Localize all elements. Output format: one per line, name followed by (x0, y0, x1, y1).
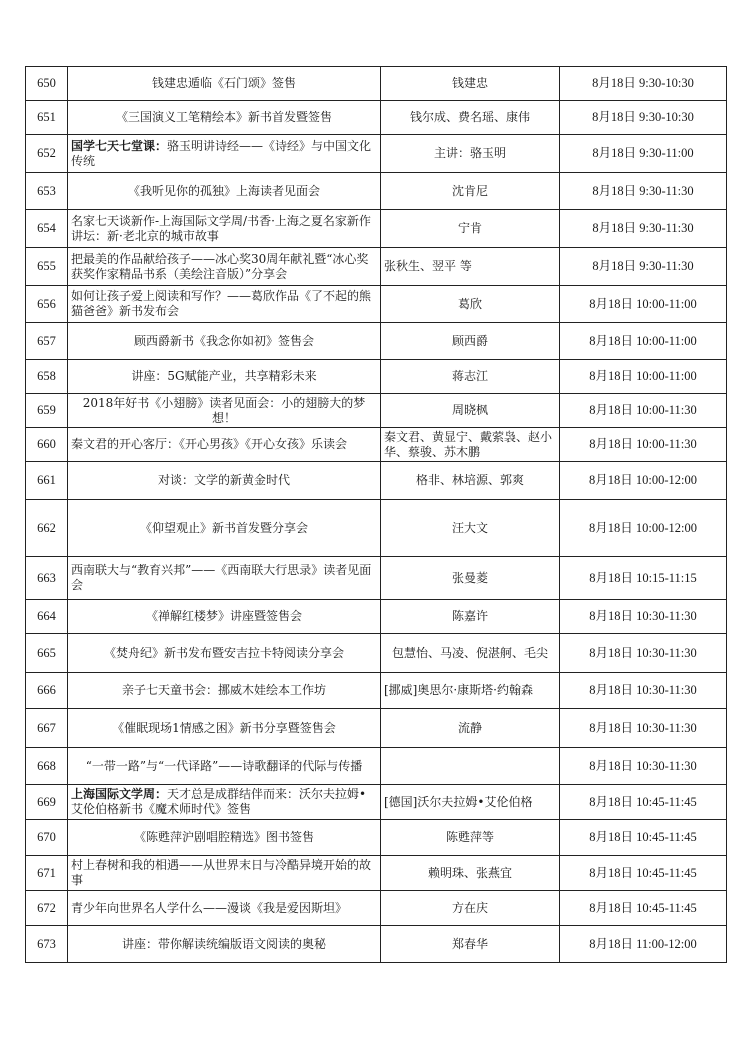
event-guest: 张曼菱 (381, 557, 560, 600)
event-guest: 蒋志江 (381, 360, 560, 394)
event-time: 8月18日 10:30-11:30 (560, 709, 727, 748)
event-guest: 主讲：骆玉明 (381, 135, 560, 173)
event-guest: 方在庆 (381, 891, 560, 926)
event-number: 654 (26, 210, 68, 248)
event-title-cell (68, 248, 381, 286)
table-row (26, 173, 727, 210)
event-guest: 秦文君、黄显宁、戴萦袅、赵小华、蔡骏、苏木鹏 (381, 428, 560, 462)
event-title-cell (68, 101, 381, 135)
event-number: 671 (26, 856, 68, 891)
table-row (26, 785, 727, 820)
event-title: 《催眠现场1情感之困》新书分享暨签售会 (112, 720, 336, 735)
event-title: 秦文君的开心客厅：《开心男孩》《开心女孩》乐读会 (71, 437, 348, 451)
event-title: 钱建忠遁临《石门颂》签售 (151, 76, 296, 90)
event-title-cell (68, 748, 381, 785)
event-number: 663 (26, 557, 68, 600)
event-title-cell (68, 709, 381, 748)
event-title: 《我听见你的孤独》上海读者见面会 (127, 183, 320, 198)
event-title: 《仰望观止》新书首发暨分享会 (139, 520, 308, 535)
event-title-cell (68, 634, 381, 673)
event-time: 8月18日 10:00-11:00 (560, 360, 727, 394)
event-time: 8月18日 10:00-11:30 (560, 394, 727, 428)
event-title-cell (68, 673, 381, 709)
event-title: 《陈甦萍沪剧唱腔精选》图书签售 (133, 830, 314, 844)
event-guest: 钱尔成、费名瑶、康伟 (381, 101, 560, 135)
table-row (26, 210, 727, 248)
event-number: 664 (26, 600, 68, 634)
table-row (26, 709, 727, 748)
event-title-cell (68, 785, 381, 820)
event-title-cell (68, 173, 381, 210)
event-title: 讲座：5G赋能产业，共享精彩未来 (131, 369, 317, 383)
event-title: 讲座：带你解读统编版语文阅读的奥秘 (121, 936, 326, 951)
event-number: 659 (26, 394, 68, 428)
event-series-prefix: 上海国际文学周： (71, 787, 168, 801)
event-guest: [德国]沃尔夫拉姆•艾伦伯格 (381, 785, 560, 820)
table-row (26, 248, 727, 286)
event-number: 655 (26, 248, 68, 286)
event-title-cell (68, 360, 381, 394)
table-row (26, 428, 727, 462)
event-number: 662 (26, 500, 68, 557)
table-row (26, 634, 727, 673)
event-title: 对谈：文学的新黄金时代 (157, 473, 290, 487)
event-guest: 格非、林培源、郭爽 (381, 462, 560, 500)
table-row (26, 286, 727, 323)
table-row (26, 360, 727, 394)
event-time: 8月18日 9:30-11:30 (560, 248, 727, 286)
table-row (26, 600, 727, 634)
event-title: 村上春树和我的相遇——从世界末日与冷酷异境开始的故事 (71, 858, 372, 887)
event-title-cell (68, 926, 381, 963)
event-guest: 沈肯尼 (381, 173, 560, 210)
event-time: 8月18日 10:30-11:30 (560, 600, 727, 634)
event-title: 西南联大与“教育兴邦”——《西南联大行思录》读者见面会 (71, 563, 372, 592)
event-title-cell (68, 856, 381, 891)
event-time: 8月18日 10:00-12:00 (560, 462, 727, 500)
event-number: 669 (26, 785, 68, 820)
event-number: 667 (26, 709, 68, 748)
event-number: 651 (26, 101, 68, 135)
event-time: 8月18日 9:30-11:00 (560, 135, 727, 173)
event-title: 名家七天谈新作-上海国际文学周/书香·上海之夏名家新作讲坛：新·老北京的城市故事 (71, 213, 371, 243)
event-guest: 陈嘉许 (381, 600, 560, 634)
event-guest: 宁肯 (381, 210, 560, 248)
event-time: 8月18日 10:00-11:00 (560, 323, 727, 360)
table-row (26, 462, 727, 500)
event-time: 8月18日 10:00-12:00 (560, 500, 727, 557)
table-row (26, 67, 727, 101)
event-time: 8月18日 9:30-11:30 (560, 210, 727, 248)
event-title: 骆玉明讲诗经——《诗经》与中国文化传统 (71, 138, 372, 168)
event-number: 666 (26, 673, 68, 709)
event-title: 如何让孩子爱上阅读和写作？——葛欣作品《了不起的熊猫爸爸》新书发布会 (71, 289, 372, 318)
event-time: 8月18日 9:30-10:30 (560, 67, 727, 101)
event-title: “一带一路”与“一代译路”——诗歌翻译的代际与传播 (85, 758, 363, 773)
event-time: 8月18日 9:30-10:30 (560, 101, 727, 135)
table-row (26, 673, 727, 709)
event-title: 顾西爵新书《我念你如初》签售会 (133, 333, 314, 348)
event-number: 657 (26, 323, 68, 360)
event-time: 8月18日 11:00-12:00 (560, 926, 727, 963)
event-title-cell (68, 891, 381, 926)
event-time: 8月18日 10:45-11:45 (560, 856, 727, 891)
table-row (26, 500, 727, 557)
event-guest: 赖明珠、张燕宜 (381, 856, 560, 891)
event-number: 656 (26, 286, 68, 323)
event-time: 8月18日 10:45-11:45 (560, 891, 727, 926)
event-title: 青少年向世界名人学什么——漫谈《我是爱因斯坦》 (71, 900, 348, 915)
event-number: 653 (26, 173, 68, 210)
event-title-cell (68, 323, 381, 360)
event-guest: 包慧怡、马凌、倪湛舸、毛尖 (381, 634, 560, 673)
event-title: 《焚舟纪》新书发布暨安吉拉卡特阅读分享会 (103, 645, 344, 660)
table-row (26, 891, 727, 926)
table-row (26, 135, 727, 173)
event-title-cell (68, 500, 381, 557)
event-title: 天才总是成群结伴而来：沃尔夫拉姆•艾伦伯格新书《魔术师时代》签售 (71, 787, 367, 816)
event-guest: 汪大文 (381, 500, 560, 557)
event-number: 668 (26, 748, 68, 785)
table-row (26, 557, 727, 600)
event-time: 8月18日 10:15-11:15 (560, 557, 727, 600)
event-title-cell (68, 286, 381, 323)
event-title-cell (68, 462, 381, 500)
event-time: 8月18日 10:30-11:30 (560, 673, 727, 709)
event-guest: 顾西爵 (381, 323, 560, 360)
event-time: 8月18日 10:45-11:45 (560, 820, 727, 856)
event-series-prefix: 国学七天七堂课： (71, 138, 168, 153)
event-number: 661 (26, 462, 68, 500)
event-guest (381, 748, 560, 785)
event-title: 把最美的作品献给孩子——冰心奖30周年献礼暨“冰心奖获奖作家精品书系（美绘注音版）”分享会 (71, 251, 369, 281)
event-title-cell (68, 394, 381, 428)
event-guest: 陈甦萍等 (381, 820, 560, 856)
event-title-cell (68, 135, 381, 173)
event-number: 652 (26, 135, 68, 173)
event-guest: [挪威]奥思尔·康斯塔·约翰森 (381, 673, 560, 709)
table-row (26, 926, 727, 963)
event-time: 8月18日 10:45-11:45 (560, 785, 727, 820)
event-title-cell (68, 557, 381, 600)
event-guest: 葛欣 (381, 286, 560, 323)
event-time: 8月18日 10:00-11:00 (560, 286, 727, 323)
event-number: 658 (26, 360, 68, 394)
table-row (26, 323, 727, 360)
table-row (26, 394, 727, 428)
event-number: 670 (26, 820, 68, 856)
event-guest: 钱建忠 (381, 67, 560, 101)
event-guest: 周晓枫 (381, 394, 560, 428)
schedule-body (26, 67, 727, 963)
table-row (26, 856, 727, 891)
event-time: 8月18日 10:30-11:30 (560, 634, 727, 673)
event-time: 8月18日 10:30-11:30 (560, 748, 727, 785)
table-row (26, 748, 727, 785)
event-guest: 郑春华 (381, 926, 560, 963)
table-row (26, 820, 727, 856)
event-schedule-table (25, 66, 727, 963)
event-title-cell (68, 428, 381, 462)
event-title-cell (68, 820, 381, 856)
event-number: 673 (26, 926, 68, 963)
event-time: 8月18日 10:00-11:30 (560, 428, 727, 462)
event-title-cell (68, 600, 381, 634)
event-guest: 张秋生、翌平 等 (381, 248, 560, 286)
event-title: 《禅解红楼梦》讲座暨签售会 (145, 609, 302, 623)
event-number: 660 (26, 428, 68, 462)
event-title: 2018年好书《小翅膀》读者见面会：小的翅膀大的梦想！ (82, 395, 366, 425)
event-time: 8月18日 9:30-11:30 (560, 173, 727, 210)
event-title: 《三国演义工笔精绘本》新书首发暨签售 (115, 110, 332, 124)
event-guest: 流静 (381, 709, 560, 748)
event-title-cell (68, 210, 381, 248)
event-title-cell (68, 67, 381, 101)
event-title: 亲子七天童书会：挪威木娃绘本工作坊 (121, 683, 326, 697)
event-number: 665 (26, 634, 68, 673)
event-number: 650 (26, 67, 68, 101)
table-row (26, 101, 727, 135)
event-number: 672 (26, 891, 68, 926)
